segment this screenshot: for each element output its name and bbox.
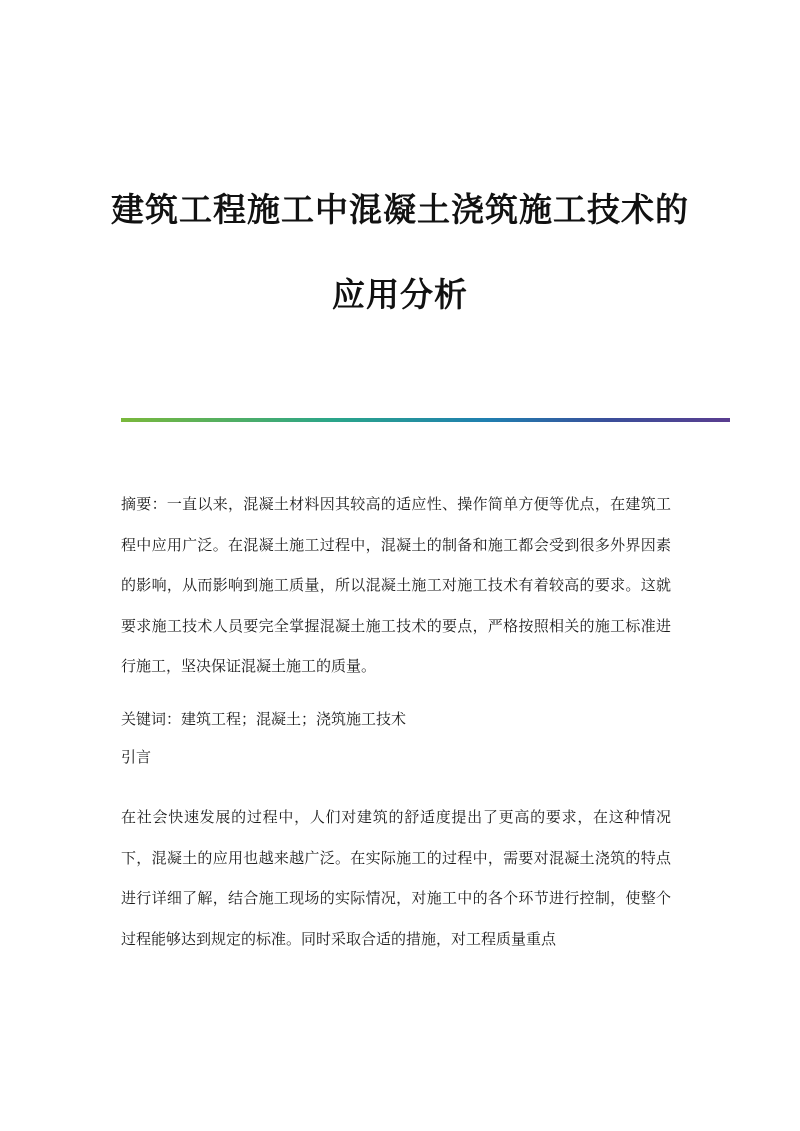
gradient-divider xyxy=(121,418,730,422)
keywords-line: 关键词：建筑工程；混凝土；浇筑施工技术 xyxy=(121,710,407,728)
document-title-line-1: 建筑工程施工中混凝土浇筑施工技术的 xyxy=(111,190,689,229)
abstract-paragraph: 摘要：一直以来，混凝土材料因其较高的适应性、操作简单方便等优点，在建筑工程中应用广泛。在混凝土施工过程中，混凝土的制备和施工都会受到很多外界因素的影响，从而影响到施工质量，所以混凝土施工对施工技术有着较高的要求。这就要求施工技术人员要完全掌握混凝土施工技术的要点，严格按照相关的施工标准进行施工，坚决保证混凝土施工的质量。 xyxy=(121,495,671,675)
intro-paragraph: 在社会快速发展的过程中，人们对建筑的舒适度提出了更高的要求，在这种情况下，混凝土的应用也越来越广泛。在实际施工的过程中，需要对混凝土浇筑的特点进行详细了解，结合施工现场的实际情况，对施工中的各个环节进行控制，使整个过程能够达到规定的标准。同时采取合适的措施，对工程质量重点 xyxy=(121,808,671,948)
intro-heading: 引言 xyxy=(121,748,152,766)
document-title-line-2: 应用分析 xyxy=(332,275,468,314)
